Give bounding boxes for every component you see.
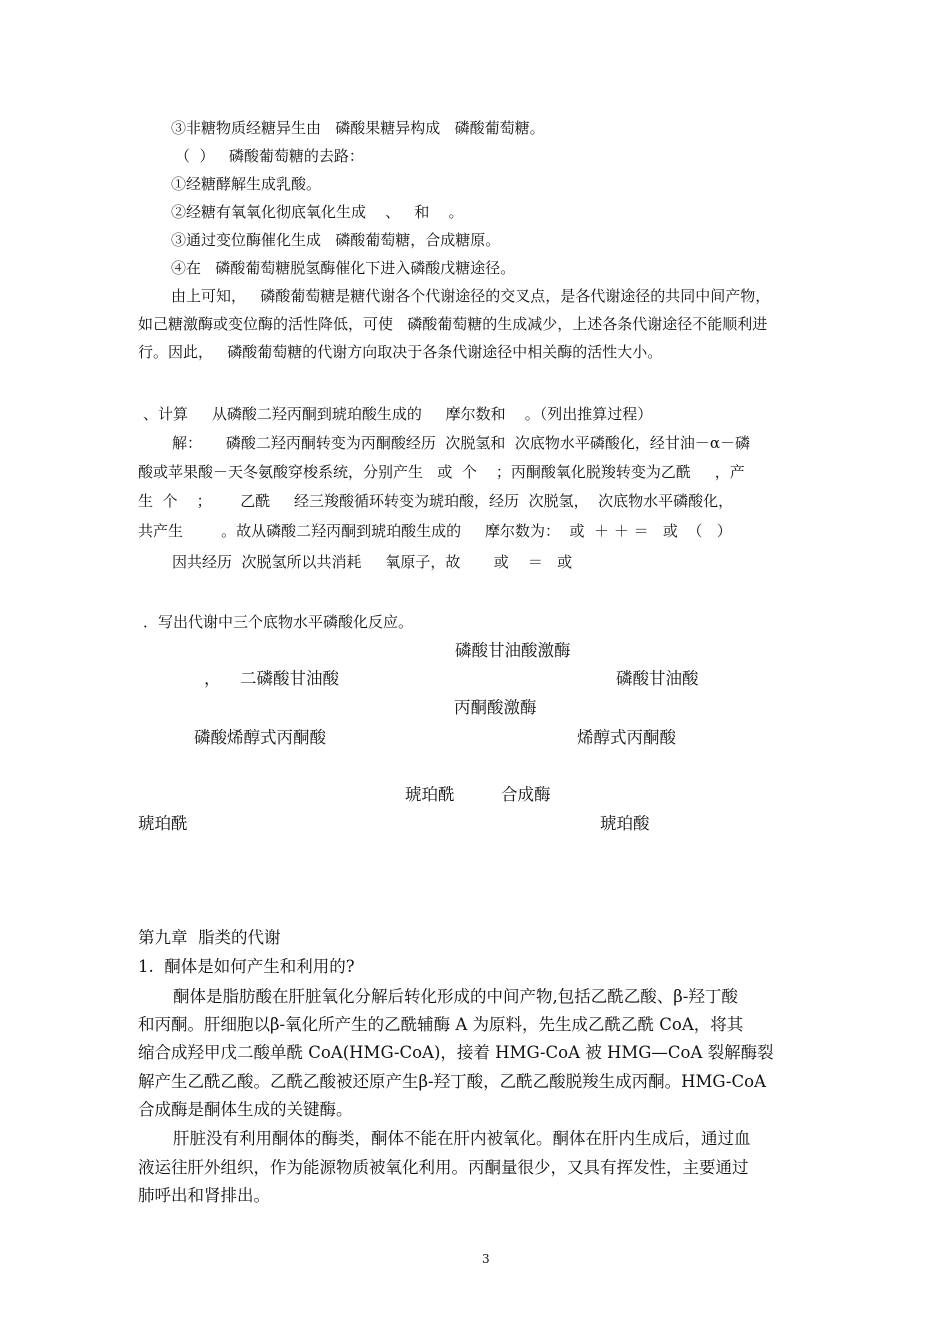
paragraph-line: 由上可知， 磷酸葡萄糖是糖代谢各个代谢途径的交叉点，是各代谢途径的共同中间产物， [171,287,771,305]
paragraph-line: 缩合成羟甲戊二酸单酰 CoA(HMG-CoA)，接着 HMG-CoA 被 HMG—CoA 裂解酶裂 [138,1043,774,1062]
text-line: ③通过变位酶催化生成 磷酸葡萄糖，合成糖原。 [171,231,501,249]
text-line: ③非糖物质经糖异生由 磷酸果糖异构成 磷酸葡萄糖。 [171,119,545,137]
question-line: 、计算 从磷酸二羟丙酮到琥珀酸生成的 摩尔数和 。（列出推算过程） [143,405,653,423]
answer-line: 酸或苹果酸－天冬氨酸穿梭系统，分别产生 或 个 ；丙酮酸氧化脱羧转变为乙酰 ，产 [138,463,745,481]
answer-line: 因共经历 次脱氢所以共消耗 氧原子，故 或 ＝ 或 [172,553,573,571]
paragraph-line: 行。因此， 磷酸葡萄糖的代谢方向取决于各条代谢途径中相关酶的活性大小。 [138,343,663,361]
paragraph-line: 酮体是脂肪酸在肝脏氧化分解后转化形成的中间产物,包括乙酰乙酸、β-羟丁酸 [173,987,738,1006]
question-line: ．写出代谢中三个底物水平磷酸化反应。 [143,613,414,631]
reaction-product: 烯醇式丙酮酸 [577,728,676,747]
reaction-substrate: 磷酸烯醇式丙酮酸 [194,728,326,747]
text-line: ②经糖有氧氧化彻底氧化生成 、 和 。 [171,203,464,221]
question-heading: 1. 酮体是如何产生和利用的? [138,957,355,976]
paragraph-line: 和丙酮。肝细胞以β-氧化所产生的乙酰辅酶 A 为原料，先生成乙酰乙酰 CoA，将其 [138,1015,744,1034]
paragraph-line: 如己糖激酶或变位酶的活性降低，可使 磷酸葡萄糖的生成减少，上述各条代谢途径不能顺利进 [138,315,768,333]
text-line: （ ） 磷酸葡萄糖的去路： [175,147,364,165]
reaction-enzyme: 合成酶 [501,785,551,804]
reaction-enzyme: 磷酸甘油酸激酶 [455,641,571,660]
page-number: 3 [482,1252,490,1266]
reaction-product: 磷酸甘油酸 [616,669,699,688]
answer-line: 解： 磷酸二羟丙酮转变为丙酮酸经历 次脱氢和 次底物水平磷酸化，经甘油－α－磷 [172,434,751,452]
text-line: ④在 磷酸葡萄糖脱氢酶催化下进入磷酸戊糖途径。 [171,259,516,277]
paragraph-line: 肝脏没有利用酮体的酶类，酮体不能在肝内被氧化。酮体在肝内生成后，通过血 [173,1129,751,1148]
reaction-substrate: 琥珀酰 [138,814,188,833]
answer-line: 生 个 ； 乙酰 经三羧酸循环转变为琥珀酸，经历 次脱氢， 次底物水平磷酸化， [138,492,734,510]
paragraph-line: 合成酶是酮体生成的关键酶。 [138,1100,353,1119]
answer-line: 共产生 。故从磷酸二羟丙酮到琥珀酸生成的 摩尔数为： 或 ＋ ＋ ＝ 或 （ ） [138,522,732,540]
paragraph-line: 液运往肝外组织，作为能源物质被氧化利用。丙酮量很少，又具有挥发性，主要通过 [138,1158,749,1177]
paragraph-line: 肺呼出和肾排出。 [138,1186,270,1205]
text-line: ①经糖酵解生成乳酸。 [171,175,322,193]
chapter-title: 第九章 脂类的代谢 [138,928,281,947]
reaction-product: 琥珀酸 [600,814,650,833]
reaction-substrate: 二磷酸甘油酸 [240,669,339,688]
reaction-enzyme: 琥珀酰 [405,785,455,804]
reaction-enzyme: 丙酮酸激酶 [454,698,537,717]
reaction-comma: ， [204,669,221,688]
paragraph-line: 解产生乙酰乙酸。乙酰乙酸被还原产生β-羟丁酸，乙酰乙酸脱羧生成丙酮。HMG-CoA [138,1072,766,1091]
